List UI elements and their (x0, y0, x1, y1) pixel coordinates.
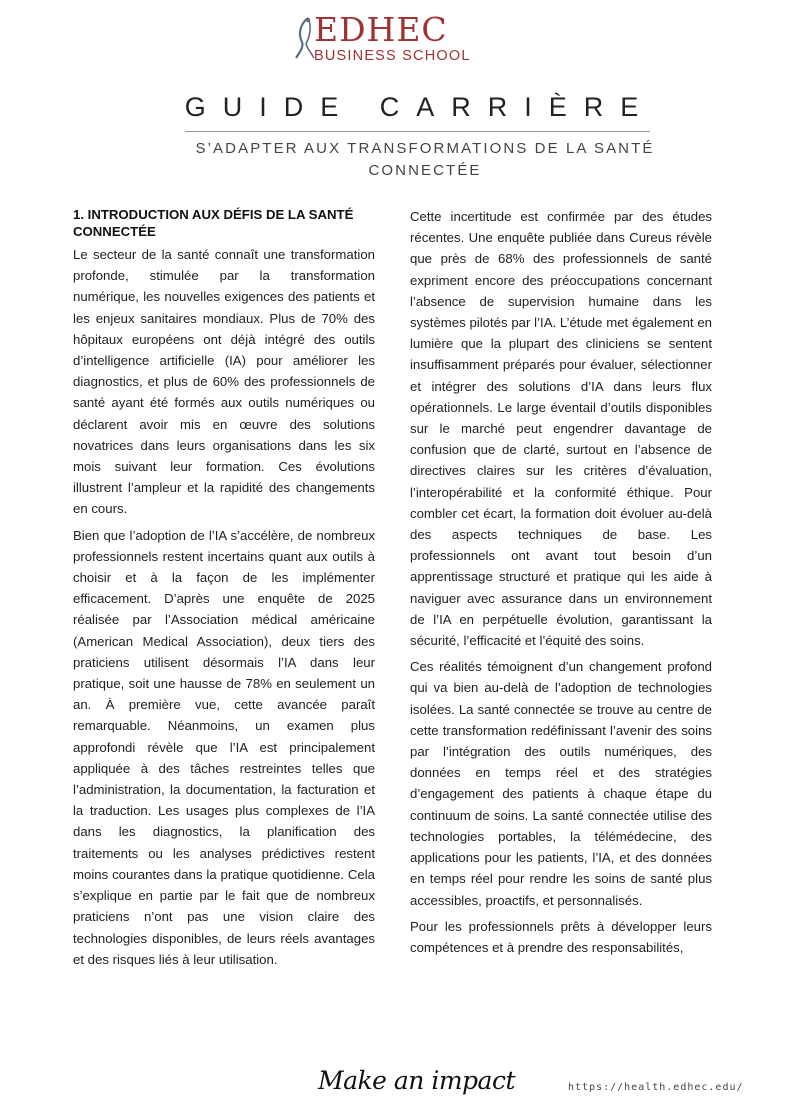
footer-signature: Make an impact (318, 1066, 516, 1095)
logo-wordmark: EDHEC (314, 10, 448, 49)
edhec-emblem-icon (294, 16, 316, 60)
page-subtitle: S’ADAPTER AUX TRANSFORMATIONS DE LA SANTÉ CONNECTÉE (195, 140, 655, 179)
footer-link[interactable]: https://health.edhec.edu/ (568, 1082, 744, 1093)
paragraph: Cette incertitude est confirmée par des études récentes. Une enquête publiée dans Cureus révèle que près de 68% des professionnels de santé expriment encore des préoccupations concernant l’absence de supervision humaine dans les systèmes pilotés par l’IA. L’étude met également en lumière que la plupart des cliniciens se sentent insuffisamment préparés pour évaluer, sélectionner et intégrer des solutions d’IA dans leurs flux opérationnels. Le large éventail d’outils disponibles sur le marché peut engendrer davantage de confusion que de clarté, surtout en l’absence de directives claires sur les critères d’évaluation, l’interopérabilité et la conformité éthique. Pour combler cet écart, la formation doit évoluer au-delà des aspects techniques de base. Les professionnels ont avant tout besoin d’un apprentissage structuré et pratique qui les aide à naviguer avec assurance dans un environnement de l’IA en perpétuelle évolution, garantissant la sécurité, l’efficacité et l’équité des soins. (410, 209, 712, 649)
left-column (73, 206, 375, 975)
section-heading: 1. INTRODUCTION AUX DÉFIS DE LA SANTÉ CONNECTÉE (73, 207, 354, 239)
paragraph: Bien que l’adoption de l’IA s’accélère, de nombreux professionnels restent incertains quant aux outils à choisir et à la façon de les implémenter efficacement. D’après une enquête de 2025 réalisée par l’Association médical américaine (American Medical Association), deux tiers des praticiens utilisent désormais l’IA dans leur pratique, soit une hausse de 78% en seulement un an. À première vue, cette avancée paraît remarquable. Néanmoins, un examen plus approfondi révèle que l’IA est principalement appliquée à des tâches restreintes telles que l’administration, la documentation, la facturation et la traduction. Les usages plus complexes de l’IA dans les diagnostics, la planification des traitements ou les analyses prédictives restent moins courantes dans la pratique quotidienne. Cela s’explique en partie par le fait que de nombreux praticiens n’ont pas une vision claire des technologies disponibles, de leurs réels avantages et des risques liés à leur utilisation. (73, 527, 375, 967)
paragraph: Pour les professionnels prêts à développer leurs compétences et à prendre des responsabilités, (410, 918, 712, 955)
title-divider (185, 131, 650, 132)
logo-subtitle: BUSINESS SCHOOL (314, 48, 471, 64)
paragraph: Ces réalités témoignent d’un changement profond qui va bien au-delà de l’adoption de technologies isolées. La santé connectée se trouve au centre de cette transformation redéfinissant l’avenir des soins par l’intégration des outils numériques, des données en temps réel et des stratégies d’engagement des patients à chaque étape du continuum de soins. La santé connectée utilise des technologies portables, la télémédecine, des applications pour les patients, l’IA, et des données en temps réel pour rendre les soins de santé plus accessibles, proactifs, et personnalisés. (410, 659, 712, 908)
edhec-logo (290, 10, 500, 64)
page-title: GUIDE CARRIÈRE (184, 92, 656, 122)
right-column (410, 206, 712, 963)
paragraph: Le secteur de la santé connaît une transformation profonde, stimulée par la transformation numérique, les nouvelles exigences des patients et les enjeux sanitaires mondiaux. Plus de 70% des hôpitaux européens ont déjà intégré des outils d’intelligence artificielle (IA) pour améliorer les diagnostics, et plus de 60% des professionnels de santé ayant été formés aux outils numériques ou déclarent avoir mis en œuvre des solutions novatrices dans leurs organisations dans les six mois suivant leur formation. Ces évolutions illustrent l’ampleur et la rapidité des changements en cours. (73, 247, 375, 517)
